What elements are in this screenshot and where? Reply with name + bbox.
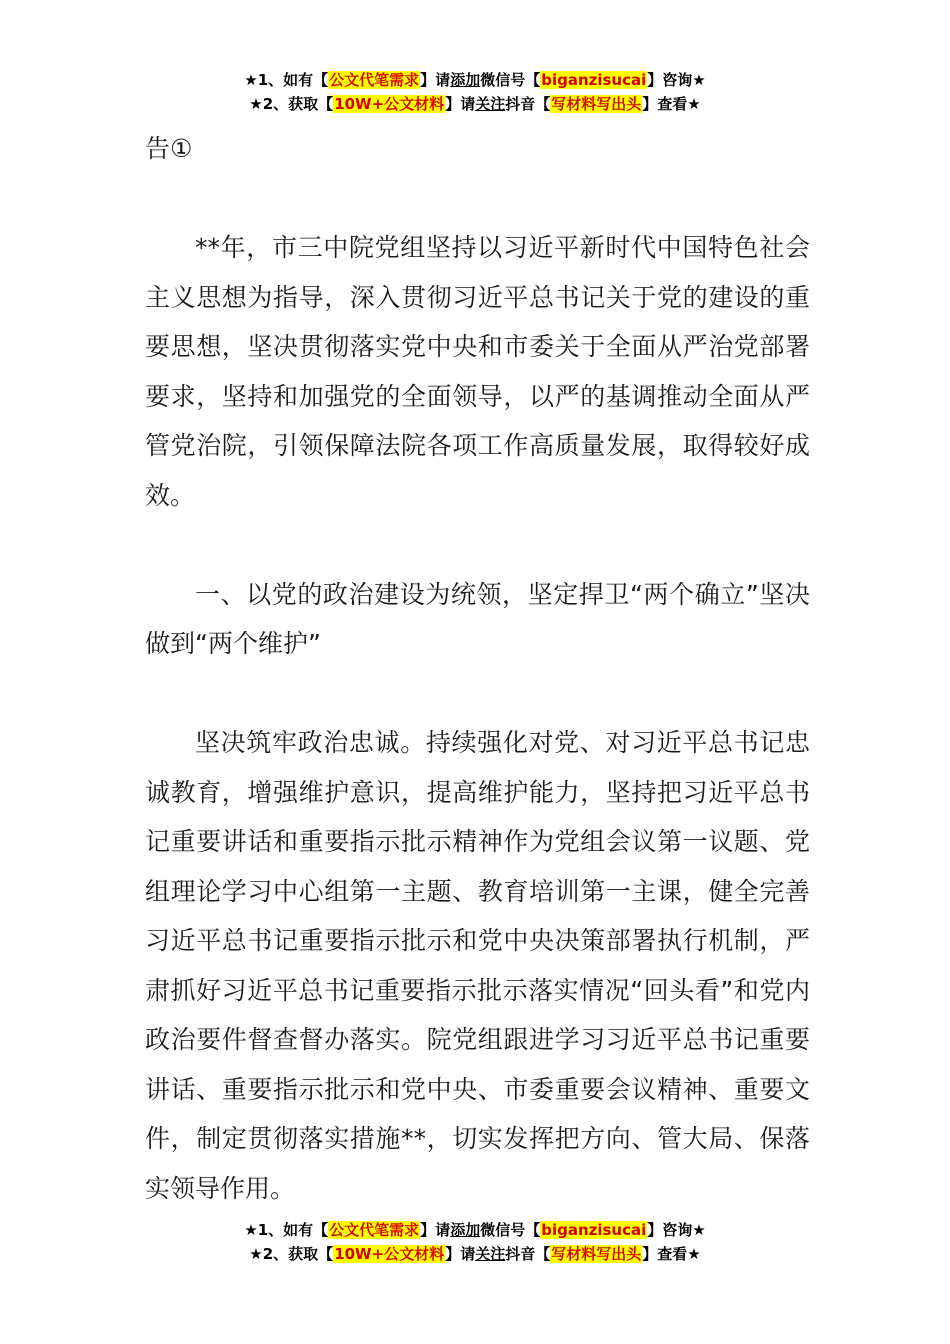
- banner-highlight: 10W+公文材料: [334, 95, 445, 113]
- header-banner: [0, 68, 950, 116]
- banner-underline: 关注: [475, 1245, 506, 1263]
- banner-highlight: 公文代笔需求: [329, 1221, 420, 1239]
- banner-line-1: ★1、如有【公文代笔需求】请添加微信号【biganzisucai】咨询★: [244, 1221, 706, 1239]
- document-body: [145, 124, 810, 1213]
- banner-line-1: ★1、如有【公文代笔需求】请添加微信号【biganzisucai】咨询★: [244, 71, 706, 89]
- banner-douyin-id: 写材料写出头: [551, 95, 642, 113]
- banner-wechat-id: biganzisucai: [541, 71, 647, 89]
- banner-underline: 添加: [450, 1221, 481, 1239]
- spacer: [145, 669, 810, 719]
- banner-underline: 关注: [475, 95, 506, 113]
- banner-douyin-id: 写材料写出头: [551, 1245, 642, 1263]
- banner-underline: 添加: [450, 71, 481, 89]
- body-paragraph: 坚决筑牢政治忠诚。持续强化对党、对习近平总书记忠诚教育，增强维护意识，提高维护能力，坚持把习近平总书记重要讲话和重要指示批示精神作为党组会议第一议题、党组理论学习中心组第一主题、教育培训第一主课，健全完善习近平总书记重要指示批示和党中央决策部署执行机制，严肃抓好习近平总书记重要指示批示落实情况“回头看”和党内政治要件督查督办落实。院党组跟进学习习近平总书记重要讲话、重要指示批示和党中央、市委重要会议精神、重要文件，制定贯彻落实措施**，切实发挥把方向、管大局、保落实领导作用。: [145, 728, 810, 1203]
- banner-highlight: 10W+公文材料: [334, 1245, 445, 1263]
- footer-banner: [0, 1218, 950, 1266]
- section-heading: 一、以党的政治建设为统领，坚定捍卫“两个确立”坚决做到“两个维护”: [145, 579, 810, 658]
- spacer: [145, 174, 810, 224]
- banner-line-2: ★2、获取【10W+公文材料】请关注抖音【写材料写出头】查看★: [249, 1245, 701, 1263]
- banner-line-2: ★2、获取【10W+公文材料】请关注抖音【写材料写出头】查看★: [249, 95, 701, 113]
- spacer: [145, 520, 810, 570]
- intro-paragraph: **年，市三中院党组坚持以习近平新时代中国特色社会主义思想为指导，深入贯彻习近平总书记关于党的建设的重要思想，坚决贯彻落实党中央和市委关于全面从严治党部署要求，坚持和加强党的全面领导，以严的基调推动全面从严管党治院，引领保障法院各项工作高质量发展，取得较好成效。: [145, 233, 810, 510]
- banner-highlight: 公文代笔需求: [329, 71, 420, 89]
- fragment-text: 告①: [145, 134, 193, 163]
- banner-wechat-id: biganzisucai: [541, 1221, 647, 1239]
